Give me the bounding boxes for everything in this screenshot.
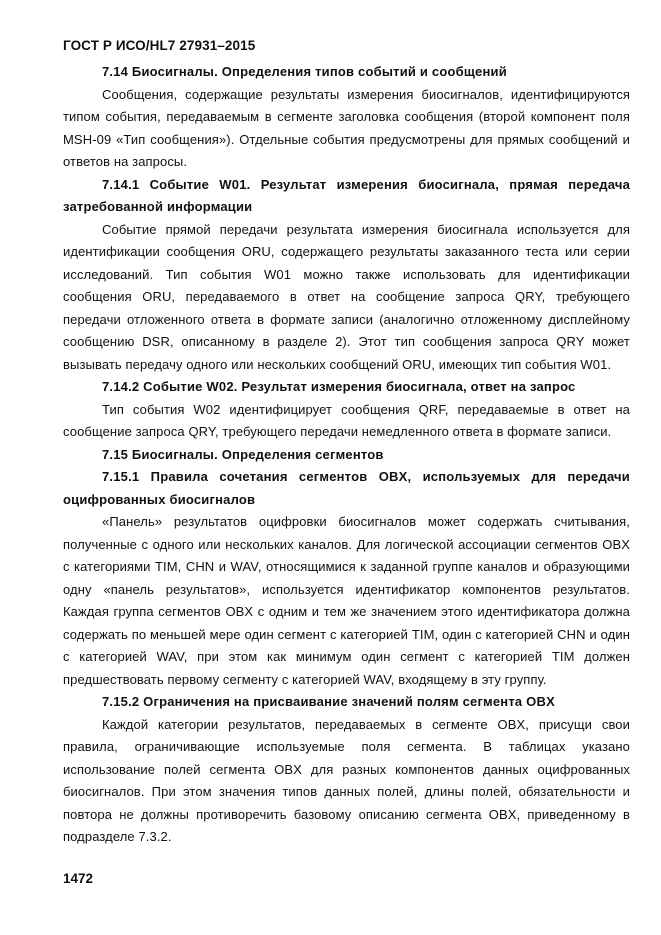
document-code: ГОСТ Р ИСО/HL7 27931–2015 (63, 38, 256, 53)
section-heading: 7.14.1 Событие W01. Результат измерения биосигнала, прямая передача затребованной информации (63, 176, 630, 214)
section-heading: 7.14 Биосигналы. Определения типов событий и сообщений (102, 64, 507, 79)
section-heading: 7.15.1 Правила сочетания сегментов OBX, используемых для передачи оцифрованных биосигналов (63, 469, 630, 507)
page-number: 1472 (63, 871, 94, 886)
section-heading: 7.15.2 Ограничения на присваивание значений полям сегмента OBX (102, 694, 555, 709)
document-body (63, 61, 630, 849)
paragraph: Тип события W02 идентифицирует сообщения QRF, передаваемые в ответ на сообщение запроса QRY, требующего передачи немедленного ответа в формате записи. (63, 401, 630, 439)
section-heading: 7.14.2 Событие W02. Результат измерения биосигнала, ответ на запрос (102, 379, 576, 394)
paragraph: Каждой категории результатов, передаваемых в сегменте OBX, присущи свои правила, ограничивающие используемые поля сегмента. В таблицах указано использование полей сегмента OBX для разных компонентов данных оцифрованных биосигналов. При этом значения типов данных полей, длины полей, обязательности и повтора не должны противоречить базовому описанию сегмента OBX, приведенному в подразделе 7.3.2. (63, 716, 630, 844)
paragraph: Сообщения, содержащие результаты измерения биосигналов, идентифицируются типом события, передаваемым в сегменте заголовка сообщения (второй компонент поля MSH-09 «Тип сообщения»). Отдельные события предусмотрены для прямых сообщений и ответов на запросы. (63, 86, 630, 169)
section-heading: 7.15 Биосигналы. Определения сегментов (102, 446, 384, 462)
paragraph: «Панель» результатов оцифровки биосигналов может содержать считывания, полученные с одного или нескольких каналов. Для логической ассоциации сегментов OBX с категориями TIM, CHN и WAV, относящимися к заданной группе каналов и образующими одну «панель результатов», используется идентификатор компонентов результатов. Каждая группа сегментов OBX с одним и тем же значением этого идентификатора должна содержать по меньшей мере один сегмент с категорией TIM, один с категорией CHN и один с категорией WAV, при этом как минимум один сегмент с категорией TIM должен предшествовать первому сегменту с категорией WAV, входящему в эту группу. (63, 514, 630, 687)
paragraph: Событие прямой передачи результата измерения биосигнала используется для идентификации сообщения ORU, содержащего результаты заказанного теста или серии исследований. Тип события W01 можно также использовать для идентификации сообщения ORU, передаваемого в ответ на сообщение запроса QRY, требующего передачи отложенного ответа в формате записи (аналогично отложенному дисплейному сообщению DSR, описанному в разделе 2). Этот тип сообщения запроса QRY может вызывать передачу одного или нескольких сообщений ORU, имеющих тип события W01. (63, 221, 630, 372)
